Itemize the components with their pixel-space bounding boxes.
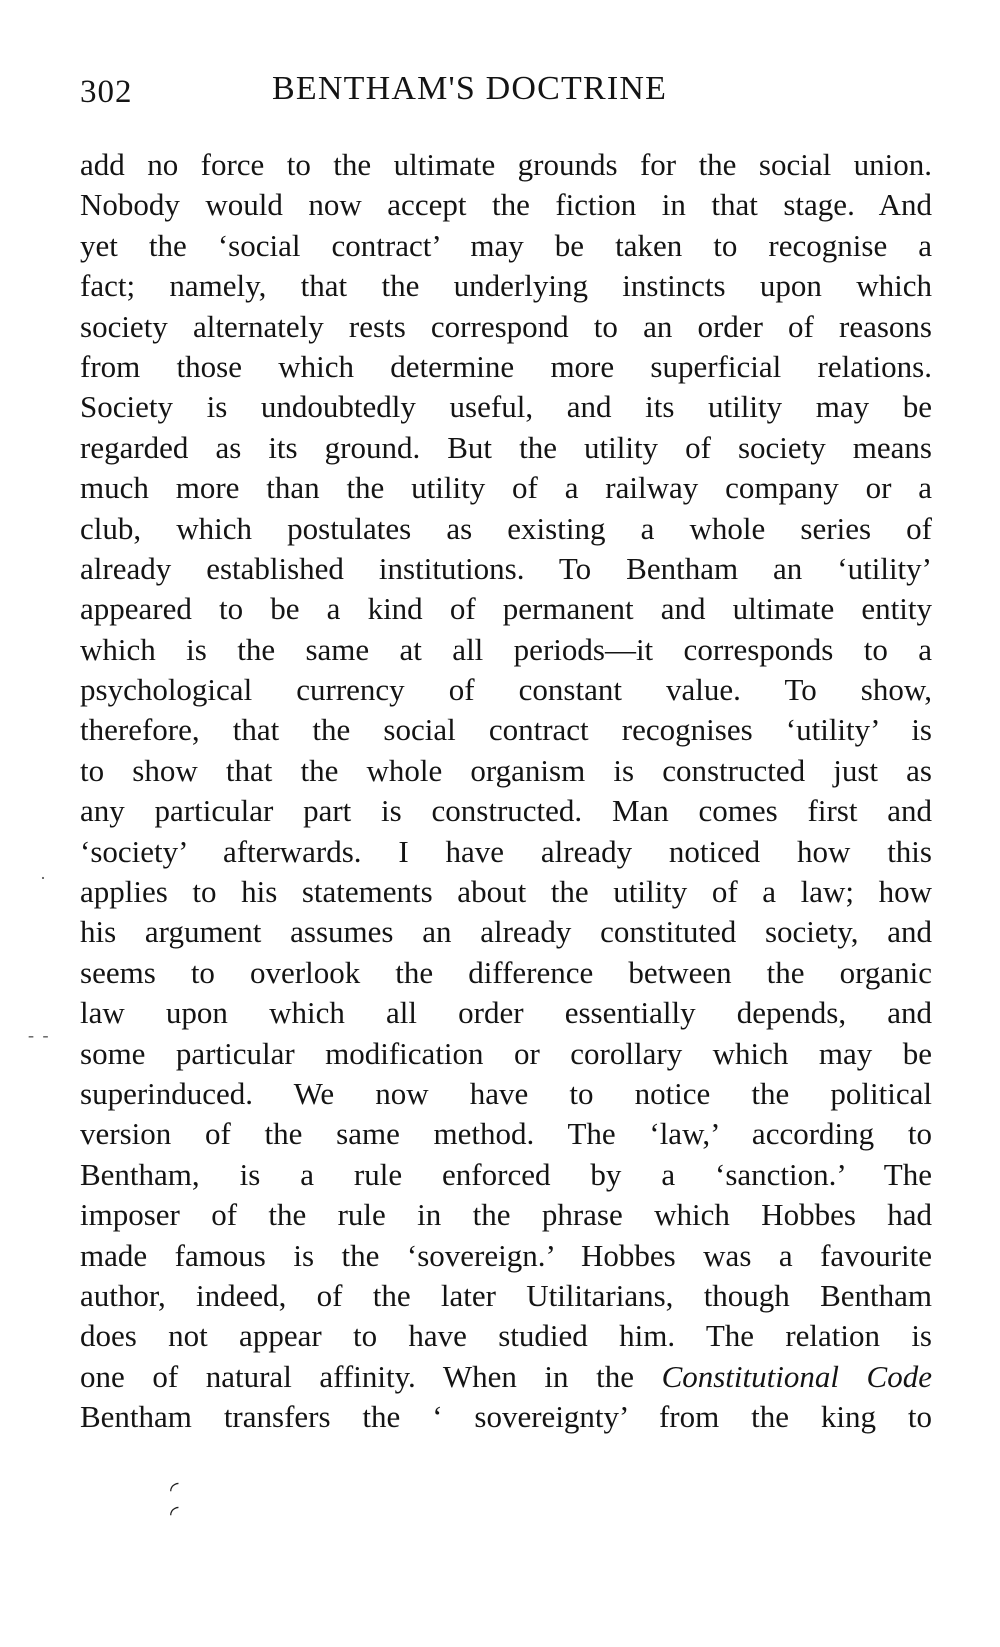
text-line: made famous is the ‘sovereign.’ Hobbes was a favourite (80, 1237, 932, 1273)
book-title-italic: Constitutional Code (661, 1358, 932, 1394)
print-speck-icon: ◜ (170, 1501, 179, 1526)
text-line: version of the same method. The ‘law,’ according to (80, 1116, 932, 1152)
text-line: any particular part is constructed. Man comes first and (80, 793, 932, 829)
running-head (80, 70, 932, 114)
text-line: Nobody would now accept the fiction in that stage. And (80, 187, 932, 223)
text-line: ‘society’ afterwards. I have already noticed how this (80, 833, 932, 869)
text-line: psychological currency of constant value. To show, (80, 672, 932, 708)
text-line: yet the ‘social contract’ may be taken to recognise a (80, 227, 932, 263)
running-title: BENTHAM'S DOCTRINE (272, 70, 668, 107)
text-line: law upon which all order essentially depends, and (80, 995, 932, 1031)
margin-dash: - - (28, 1025, 51, 1045)
text-line: society alternately rests correspond to an order of reasons (80, 308, 932, 344)
text-line: to show that the whole organism is constructed just as (80, 752, 932, 788)
text-line-with-italic (80, 1357, 932, 1397)
text-line: Bentham, is a rule enforced by a ‘sanction.’ The (80, 1156, 932, 1192)
margin-dot: · (40, 868, 46, 888)
text-line: fact; namely, that the underlying instincts upon which (80, 268, 932, 304)
text-line: add no force to the ultimate grounds for the social union. (80, 147, 932, 182)
text-line: therefore, that the social contract recognises ‘utility’ is (80, 712, 932, 748)
body-text (80, 145, 932, 1438)
text-line: his argument assumes an already constituted society, and (80, 914, 932, 950)
text-segment: one of natural affinity. When in the (80, 1358, 662, 1394)
text-line: club, which postulates as existing a whole series of (80, 510, 932, 546)
text-line: seems to overlook the difference between the organic (80, 954, 932, 990)
page-number: 302 (80, 74, 133, 110)
text-line: appeared to be a kind of permanent and ultimate entity (80, 591, 932, 627)
print-mark (170, 1478, 179, 1526)
text-line: from those which determine more superficial relations. (80, 348, 932, 384)
text-line: applies to his statements about the utility of a law; how (80, 874, 932, 910)
text-line: already established institutions. To Bentham an ‘utility’ (80, 550, 932, 586)
text-line: Society is undoubtedly useful, and its utility may be (80, 389, 932, 425)
text-line: author, indeed, of the later Utilitarians, though Bentham (80, 1277, 932, 1313)
text-line: much more than the utility of a railway company or a (80, 470, 932, 506)
text-line: which is the same at all periods—it corresponds to a (80, 631, 932, 667)
text-line: superinduced. We now have to notice the political (80, 1075, 932, 1111)
text-line: Bentham transfers the ‘ sovereignty’ from the king to (80, 1399, 932, 1435)
text-line: some particular modification or corollary which may be (80, 1035, 932, 1071)
text-line: does not appear to have studied him. The relation is (80, 1318, 932, 1354)
print-speck-icon: ◜ (170, 1477, 179, 1502)
text-line: regarded as its ground. But the utility of society means (80, 429, 932, 465)
text-line: imposer of the rule in the phrase which Hobbes had (80, 1197, 932, 1233)
